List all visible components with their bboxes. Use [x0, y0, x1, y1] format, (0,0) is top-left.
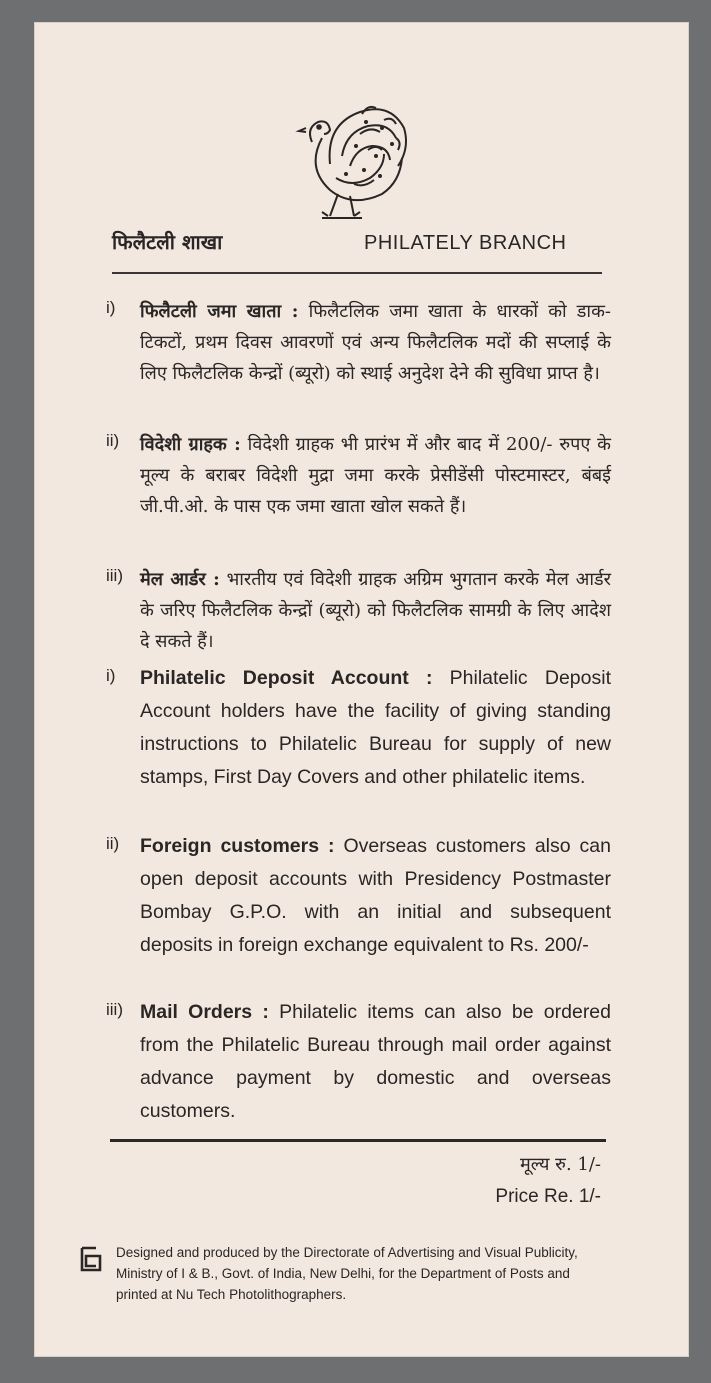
- hindi-item-3: [106, 564, 611, 657]
- price-english: Price Re. 1/-: [495, 1186, 601, 1207]
- davp-logo-icon: [79, 1246, 103, 1272]
- header-divider: [112, 272, 602, 274]
- item-number: iii): [106, 566, 123, 585]
- item-lead: Philatelic Deposit Account :: [140, 667, 433, 689]
- item-number: i): [106, 666, 116, 685]
- item-text: Philatelic items can also be ordered from the Philatelic Bureau through mail order against advance payment by domestic and overseas customers.: [140, 1001, 612, 1122]
- item-number: iii): [106, 1000, 123, 1019]
- item-lead: Foreign customers :: [140, 835, 335, 857]
- item-number: i): [106, 298, 116, 317]
- leaflet-page: [34, 22, 689, 1357]
- item-number: ii): [106, 834, 120, 853]
- item-text: Overseas customers also can open deposit accounts with Presidency Postmaster Bombay G.P.O. with an initial and subsequent deposits in foreign exchange equivalent to Rs. 200/-: [140, 835, 611, 956]
- item-text: फिलैटलिक जमा खाता के धारकों को डाक-टिकटों, प्रथम दिवस आवरणों एवं अन्य फिलैटलिक मदों की सप्लाई के लिए फिलैटलिक केन्द्रों (ब्यूरो) को स्थाई अनुदेश देने की सुविधा प्राप्त है।: [140, 301, 612, 384]
- hindi-item-2: [106, 429, 611, 522]
- item-number: ii): [106, 431, 120, 450]
- english-item-1: [106, 662, 611, 794]
- footer-divider: [110, 1139, 606, 1142]
- item-text: भारतीय एवं विदेशी ग्राहक अग्रिम भुगतान करके मेल आर्डर के जरिए फिलैटलिक केन्द्रों (ब्यूरो) को फिलैटलिक सामग्री के लिए आदेश दे सकते हैं।: [140, 569, 611, 652]
- english-item-3: [106, 996, 611, 1128]
- item-text: विदेशी ग्राहक भी प्रारंभ में और बाद में 200/- रुपए के मूल्य के बराबर विदेशी मुद्रा जमा करके प्रेसीडेंसी पोस्टमास्टर, बंबई जी.पी.ओ. के पास एक जमा खाता खोल सकते हैं।: [140, 434, 611, 517]
- item-lead: मेल आर्डर :: [140, 569, 220, 590]
- price-hindi: मूल्य रु. 1/-: [520, 1154, 601, 1175]
- english-item-2: [106, 830, 611, 962]
- item-text: Philatelic Deposit Account holders have the facility of giving standing instructions to Philatelic Bureau for supply of new stamps, First Day Covers and other philatelic items.: [140, 667, 611, 788]
- item-lead: Mail Orders :: [140, 1001, 269, 1023]
- item-lead: विदेशी ग्राहक :: [140, 434, 241, 455]
- peacock-icon: [292, 94, 412, 224]
- branch-title-english: PHILATELY BRANCH: [364, 232, 567, 254]
- hindi-item-1: [106, 296, 611, 389]
- branch-title-hindi: फिलैटली शाखा: [112, 230, 223, 254]
- printer-credit: Designed and produced by the Directorate of Advertising and Visual Publicity, Ministry of I & B., Govt. of India, New Delhi, for the Department of Posts and printed at Nu Tech Photolithographers.: [116, 1245, 578, 1302]
- item-lead: फिलैटली जमा खाता :: [140, 301, 299, 322]
